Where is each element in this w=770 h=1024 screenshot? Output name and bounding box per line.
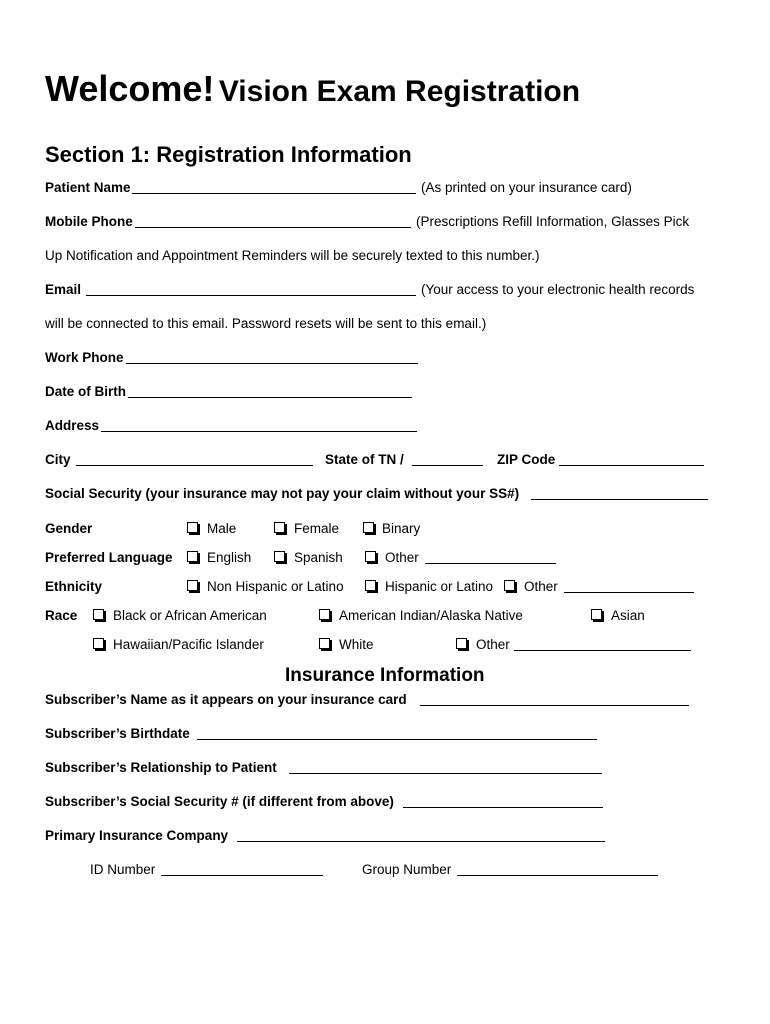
group-number-label: Group Number (362, 862, 452, 877)
language-other-checkbox[interactable] (365, 551, 376, 562)
patient-name-field[interactable] (132, 193, 416, 194)
group-number-field[interactable] (457, 875, 658, 876)
subscriber-name-label: Subscriber’s Name as it appears on your insurance card (45, 692, 407, 707)
gender-male-checkbox[interactable] (187, 522, 198, 533)
subscriber-relationship-field[interactable] (289, 773, 602, 774)
race-hawaiian-checkbox[interactable] (93, 638, 104, 649)
email-field[interactable] (86, 295, 416, 296)
gender-female-label: Female (294, 521, 340, 536)
language-other-field[interactable] (425, 563, 556, 564)
dob-field[interactable] (128, 397, 412, 398)
work-phone-label: Work Phone (45, 350, 124, 365)
ethnicity-hispanic-label: Hispanic or Latino (385, 579, 494, 594)
city-field[interactable] (76, 465, 313, 466)
email-label: Email (45, 282, 82, 297)
gender-female-checkbox[interactable] (274, 522, 285, 533)
section-1-heading: Section 1: Registration Information (45, 142, 412, 167)
mobile-phone-note-continued: Up Notification and Appointment Reminders will be securely texted to this number.) (45, 248, 540, 263)
zip-field[interactable] (559, 465, 704, 466)
title-registration: Vision Exam Registration (218, 75, 581, 108)
gender-label: Gender (45, 521, 93, 536)
work-phone-field[interactable] (126, 363, 418, 364)
dob-label: Date of Birth (45, 384, 126, 399)
subscriber-ssn-field[interactable] (403, 807, 603, 808)
primary-insurance-label: Primary Insurance Company (45, 828, 229, 843)
patient-name-label: Patient Name (45, 180, 131, 195)
language-label: Preferred Language (45, 550, 173, 565)
zip-label: ZIP Code (497, 452, 556, 467)
city-label: City (45, 452, 71, 467)
language-spanish-checkbox[interactable] (274, 551, 285, 562)
gender-binary-checkbox[interactable] (363, 522, 374, 533)
address-label: Address (45, 418, 100, 433)
race-white-label: White (339, 637, 374, 652)
mobile-phone-label: Mobile Phone (45, 214, 133, 229)
language-spanish-label: Spanish (294, 550, 343, 565)
race-other-label: Other (476, 637, 510, 652)
title-welcome: Welcome! (45, 68, 215, 109)
race-asian-checkbox[interactable] (591, 609, 602, 620)
ethnicity-non-hispanic-label: Non Hispanic or Latino (207, 579, 344, 594)
gender-binary-label: Binary (382, 521, 421, 536)
race-native-checkbox[interactable] (319, 609, 330, 620)
primary-insurance-field[interactable] (237, 841, 605, 842)
mobile-phone-field[interactable] (135, 227, 411, 228)
ethnicity-hispanic-checkbox[interactable] (365, 580, 376, 591)
address-field[interactable] (101, 431, 417, 432)
state-field[interactable] (412, 465, 483, 466)
page-title (45, 68, 580, 110)
subscriber-birthdate-label: Subscriber’s Birthdate (45, 726, 190, 741)
id-number-field[interactable] (161, 875, 323, 876)
patient-name-note: (As printed on your insurance card) (421, 180, 632, 195)
subscriber-name-field[interactable] (420, 705, 689, 706)
race-white-checkbox[interactable] (319, 638, 330, 649)
state-label: State of TN / (325, 452, 404, 467)
race-black-label: Black or African American (113, 608, 267, 623)
email-note: (Your access to your electronic health records (421, 282, 695, 297)
ethnicity-other-field[interactable] (564, 592, 694, 593)
id-number-label: ID Number (90, 862, 156, 877)
email-note-continued: will be connected to this email. Password resets will be sent to this email.) (45, 316, 487, 331)
ssn-label: Social Security (your insurance may not pay your claim without your SS#) (45, 486, 520, 501)
language-english-checkbox[interactable] (187, 551, 198, 562)
race-other-field[interactable] (514, 650, 691, 651)
race-black-checkbox[interactable] (93, 609, 104, 620)
language-english-label: English (207, 550, 252, 565)
ssn-field[interactable] (531, 499, 708, 500)
insurance-heading: Insurance Information (285, 665, 485, 686)
ethnicity-other-checkbox[interactable] (504, 580, 515, 591)
race-label: Race (45, 608, 78, 623)
subscriber-relationship-label: Subscriber’s Relationship to Patient (45, 760, 277, 775)
race-native-label: American Indian/Alaska Native (339, 608, 523, 623)
race-hawaiian-label: Hawaiian/Pacific Islander (113, 637, 264, 652)
language-other-label: Other (385, 550, 419, 565)
ethnicity-other-label: Other (524, 579, 558, 594)
gender-male-label: Male (207, 521, 237, 536)
ethnicity-non-hispanic-checkbox[interactable] (187, 580, 198, 591)
ethnicity-label: Ethnicity (45, 579, 103, 594)
mobile-phone-note: (Prescriptions Refill Information, Glasses Pick (416, 214, 690, 229)
race-other-checkbox[interactable] (456, 638, 467, 649)
race-asian-label: Asian (611, 608, 645, 623)
subscriber-birthdate-field[interactable] (197, 739, 597, 740)
subscriber-ssn-label: Subscriber’s Social Security # (if different from above) (45, 794, 394, 809)
